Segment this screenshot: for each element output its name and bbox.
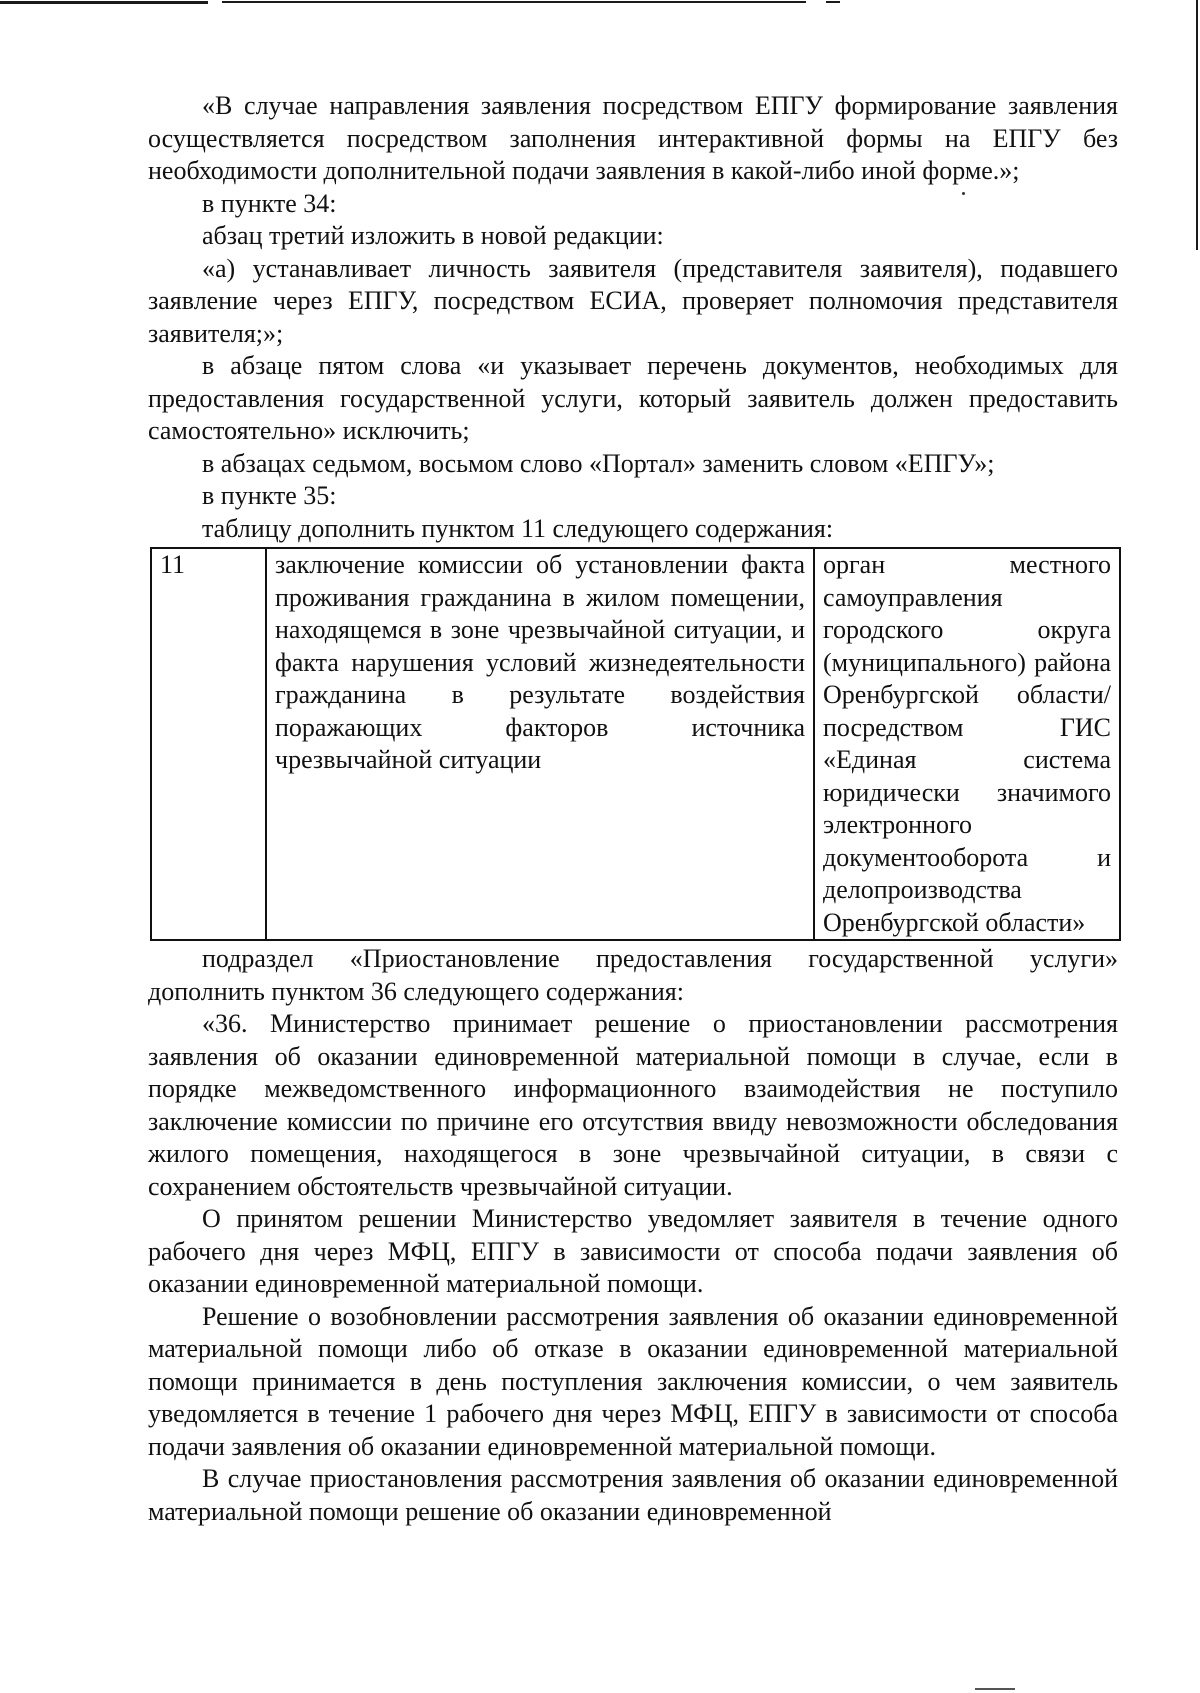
line-table-intro: таблицу дополнить пунктом 11 следующего содержания: [202, 513, 834, 543]
scan-bottom-dash [975, 1688, 1015, 1690]
paragraph-resume-decision: Решение о возобновлении рассмотрения заявления об оказании единовременной материальной помощи либо об отказе в оказании единовременной материальной помощи принимается в день поступления заключения комиссии, о чем заявитель уведомляется в течение 1 рабочего дня через МФЦ, ЕПГУ в зависимости от способа подачи заявления об оказании единовременной материальной помощи. [148, 1301, 1118, 1461]
line-paragraphs-seven-eight: в абзацах седьмом, восьмом слово «Портал» заменить словом «ЕПГУ»; [202, 448, 995, 478]
table-cell-document: заключение комиссии об установлении факта проживания гражданина в жилом помещении, находящемся в зоне чрезвычайной ситуации, и факта нарушения условий жизнедеятельности гражданина в результате воздействия поражающих факторов источника чрезвычайной ситуации [266, 548, 814, 940]
line-paragraph-three: абзац третий изложить в новой редакции: [202, 221, 664, 250]
line-item-34: в пункте 34: [202, 188, 337, 218]
paragraph-notification: О принятом решении Министерство уведомляет заявителя в течение одного рабочего дня через МФЦ, ЕПГУ в зависимости от способа подачи заявления об оказании единовременной материальной помощи. [148, 1204, 1118, 1298]
table-cell-issuer: орган местного самоуправления городского округа (муниципального) района Оренбургской области/ посредством ГИС «Единая система юридически значимого электронного документооборота и делопроизводства Оренбургской области» [814, 548, 1120, 940]
line-item-35: в пункте 35: [202, 481, 337, 510]
scan-top-line-left [0, 1, 208, 4]
paragraph-suspension: В случае приостановления рассмотрения заявления об оказании единовременной материальной помощи решение об оказании единовременной [148, 1464, 1118, 1526]
scan-top-line-right [222, 1, 806, 3]
scan-top-dash [826, 1, 840, 3]
paragraph-intro: «В случае направления заявления посредством ЕПГУ формирование заявления осуществляется посредством заполнения интерактивной формы на ЕПГУ без необходимости дополнительной подачи заявления в какой-либо иной форме.»; [148, 91, 1118, 185]
scan-right-edge [1196, 0, 1198, 250]
paragraph-item-36: «36. Министерство принимает решение о приостановлении рассмотрения заявления об оказании единовременной материальной помощи в случае, если в порядке межведомственного информационного взаимодействия не поступило заключение комиссии по причине его отсутствия ввиду невозможности обследования жилого помещения, находящегося в зоне чрезвычайной ситуации, в связи с сохранением обстоятельств чрезвычайной ситуации. [148, 1009, 1118, 1201]
table-cell-number: 11 [151, 548, 266, 940]
table-row [151, 548, 1120, 940]
amendment-table [150, 547, 1121, 941]
paragraph-a: «а) устанавливает личность заявителя (представителя заявителя), подавшего заявление через ЕПГУ, посредством ЕСИА, проверяет полномочия представителя заявителя;»; [148, 253, 1118, 348]
paragraph-subsection: подраздел «Приостановление предоставления государственной услуги» дополнить пунктом 36 следующего содержания: [148, 944, 1118, 1006]
paragraph-five: в абзаце пятом слова «и указывает перечень документов, необходимых для предоставления государственной услуги, который заявитель должен предоставить самостоятельно» исключить; [148, 351, 1118, 445]
document-body [148, 90, 1118, 1528]
